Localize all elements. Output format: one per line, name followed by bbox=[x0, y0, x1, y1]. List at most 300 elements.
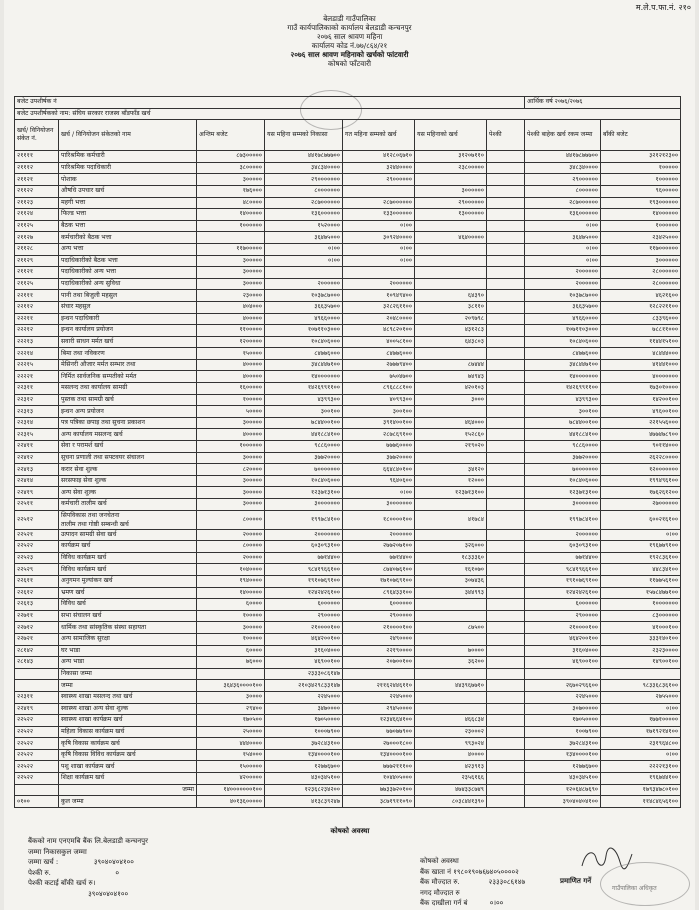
cell-code: २२२११ bbox=[15, 313, 59, 325]
cell-code: २२७२१ bbox=[15, 633, 59, 645]
cell-value: ३००००००० bbox=[265, 499, 343, 511]
cell-value bbox=[487, 726, 525, 738]
cell-value: २७०००१८०० bbox=[343, 738, 415, 750]
cell-value: ३००००० bbox=[197, 622, 265, 634]
cell-name: सरसफाइ सेवा शुल्क bbox=[59, 475, 197, 487]
cell-value: ३४८४४७१०० bbox=[525, 359, 601, 371]
cell-value: १८००००१०० bbox=[343, 510, 415, 529]
cell-value bbox=[343, 267, 415, 279]
cell-name: औषधि उपचार खर्च bbox=[59, 185, 197, 197]
cell-value bbox=[487, 151, 525, 163]
cell-value: १४९००१०० bbox=[601, 657, 681, 669]
cell-value: ७७७६०००० bbox=[343, 441, 415, 453]
stamp-text: गाउँपालिका अधिकृत bbox=[612, 885, 657, 892]
cell-value: ९८४१९६६१०० bbox=[525, 564, 601, 576]
cell-code: २११२१ bbox=[15, 267, 59, 279]
table-row bbox=[15, 633, 681, 645]
cell-value: ३७२८४३१०० bbox=[525, 738, 601, 750]
cell-value: १२३७१३१०० bbox=[265, 487, 343, 499]
cell-name: स्वास्थ्य शाखा अन्य सेवा शुल्क bbox=[59, 703, 197, 715]
cell-value: १४००००० bbox=[197, 587, 265, 599]
cell-value: १५४००० bbox=[197, 749, 265, 761]
cell-value: ३००००००० bbox=[525, 499, 601, 511]
cell-value: ०।०० bbox=[601, 749, 681, 761]
cell-value: ८०००००० bbox=[525, 185, 601, 197]
col-release-to-date: यस महिना सम्मको निकासा bbox=[265, 120, 343, 151]
subtotal-row-2: जम्मा १४०००००००१०० १२३६८२३४२०० ७७३३७२०१०० ४७४३३८७४९ १२०६४८७६९० १७९३४७८०१०० bbox=[15, 784, 681, 796]
cell-value: १४२००१०० bbox=[601, 394, 681, 406]
cell-value: ६०००० bbox=[197, 599, 265, 611]
text-line: कोषको अवस्था bbox=[420, 857, 459, 865]
cell-code: २२२१५ bbox=[15, 359, 59, 371]
cell-value: ४४१७८७७७०० bbox=[525, 151, 601, 163]
cell-value: ७८४४००१०० bbox=[265, 417, 343, 429]
cell-value: २२४५००० bbox=[525, 691, 601, 703]
cell-value: ६०००००० bbox=[343, 599, 415, 611]
header-line-2: गाउँ कार्यपालिकाको कार्यालय बेलडाडी कन्चनपुर bbox=[287, 23, 412, 32]
cell-value: २३०००२ bbox=[415, 726, 487, 738]
table-row bbox=[15, 541, 681, 553]
cell-value: १४०००००० bbox=[601, 209, 681, 221]
budget-subheading-name: बजेट उपशीर्षकको नाम: संघिय सरकार राजस्व बाँडफाँड खर्च bbox=[15, 108, 681, 120]
rows-group-3 bbox=[15, 691, 681, 784]
cell-value: ४००००० bbox=[197, 429, 265, 441]
cell-value bbox=[487, 325, 525, 337]
table-row bbox=[15, 599, 681, 611]
cell-value: १२७७६७०० bbox=[525, 761, 601, 773]
cell-value: १६१०७० bbox=[415, 564, 487, 576]
cell-code: २२२१४ bbox=[15, 348, 59, 360]
cell-value: ६०००००० bbox=[265, 599, 343, 611]
cell-value: ११४४१५१०० bbox=[601, 336, 681, 348]
cell-value bbox=[415, 452, 487, 464]
cell-value: ४९६००१०० bbox=[601, 406, 681, 418]
cell-value: ६४३९० bbox=[415, 290, 487, 302]
cell-value: ३००००० bbox=[197, 267, 265, 279]
cell-value: १०७११०३००० bbox=[265, 325, 343, 337]
table-row bbox=[15, 749, 681, 761]
cell-value bbox=[487, 232, 525, 244]
cell-value: ३१६०४००० bbox=[525, 645, 601, 657]
cell-value bbox=[487, 313, 525, 325]
cell-value bbox=[415, 267, 487, 279]
cell-value: २७७७९४०० bbox=[343, 359, 415, 371]
cell-value: १४००००० bbox=[197, 209, 265, 221]
cell-name: विविध कार्यक्रम खर्च bbox=[59, 552, 197, 564]
cell-value: ८२०००० bbox=[197, 464, 265, 476]
cell-code: २२३१२ bbox=[15, 394, 59, 406]
cell-value: ८७४०७६१०० bbox=[343, 564, 415, 576]
cell-value: ८७५०० bbox=[415, 622, 487, 634]
cell-value: २१९०२० bbox=[415, 441, 487, 453]
cell-code: २११२५ bbox=[15, 278, 59, 290]
cell-value: ४३१२८३ bbox=[415, 325, 487, 337]
cell-value bbox=[487, 599, 525, 611]
cell-code: २२४१२ bbox=[15, 452, 59, 464]
cell-value: ८९६८८८१०० bbox=[343, 383, 415, 395]
cell-value: २१००००१०० bbox=[343, 622, 415, 634]
cell-name: बिमा तथा नविकरण bbox=[59, 348, 197, 360]
cell-value bbox=[487, 290, 525, 302]
cell-value bbox=[487, 564, 525, 576]
cell-code: २२४१९ bbox=[15, 487, 59, 499]
cell-value: १५७८४७७१०० bbox=[601, 587, 681, 599]
cell-code: २२५२२ bbox=[15, 541, 59, 553]
cell-code: २११२३ bbox=[15, 197, 59, 209]
cell-value: ७४९४३ bbox=[415, 371, 487, 383]
cell-value: २००००० bbox=[197, 529, 265, 541]
cell-value bbox=[487, 645, 525, 657]
cell-value: १९३०००००० bbox=[601, 197, 681, 209]
cell-code: २२२१३ bbox=[15, 336, 59, 348]
cell-value: ३६६३५७०० bbox=[525, 301, 601, 313]
fund-status-title: कोषको अवस्था bbox=[330, 827, 370, 835]
cell-value: ८९६४३३१०० bbox=[343, 587, 415, 599]
cell-value: २०४८०००० bbox=[343, 313, 415, 325]
cell-value: ४६४२००१०० bbox=[265, 633, 343, 645]
cell-value: ३००००० bbox=[197, 278, 265, 290]
cell-value: २०७००१०० bbox=[343, 657, 415, 669]
table-row bbox=[15, 336, 681, 348]
table-row bbox=[15, 209, 681, 221]
cell-value bbox=[487, 348, 525, 360]
cell-value: १७३०१०००० bbox=[601, 383, 681, 395]
cell-value: ३०००० bbox=[197, 691, 265, 703]
cell-value: ८७४४४ bbox=[415, 359, 487, 371]
cell-value bbox=[487, 749, 525, 761]
cell-value: २३८००००० bbox=[415, 162, 487, 174]
table-row bbox=[15, 738, 681, 750]
cell-value: ३००००००० bbox=[343, 499, 415, 511]
cell-value: २०००००० bbox=[525, 267, 601, 279]
table-row bbox=[15, 162, 681, 174]
cell-value: ५०००० bbox=[197, 406, 265, 418]
cell-value bbox=[487, 220, 525, 232]
cell-value bbox=[487, 441, 525, 453]
table-row bbox=[15, 313, 681, 325]
cell-name: पानी तथा बिजुली महसुल bbox=[59, 290, 197, 302]
cell-name: विविध खर्च bbox=[59, 599, 197, 611]
rows-group-2 bbox=[15, 529, 681, 668]
cell-value: १००००००० bbox=[601, 599, 681, 611]
cell-code: २२५२२ bbox=[15, 761, 59, 773]
cell-value: ७७१४४०० bbox=[265, 552, 343, 564]
cell-value: २३१९६४८०० bbox=[601, 738, 681, 750]
cell-value: ०।०० bbox=[343, 243, 415, 255]
cell-value: ७८८११००० bbox=[601, 325, 681, 337]
cell-value: ४०९९३०० bbox=[343, 394, 415, 406]
cell-value: १००७९०० bbox=[525, 726, 601, 738]
cell-value: १३३०००००० bbox=[343, 209, 415, 221]
cell-code: २२४१३ bbox=[15, 464, 59, 476]
cell-value: २२१९०००० bbox=[343, 645, 415, 657]
cell-value: १००००० bbox=[197, 633, 265, 645]
cell-value: ४९६६०००० bbox=[525, 313, 601, 325]
cell-value: ४०४००० bbox=[197, 301, 265, 313]
text-line: नगद मौज्दात रु bbox=[420, 888, 460, 897]
col-balance: बाँकी बजेट bbox=[601, 120, 681, 151]
cell-value: ३८००००० bbox=[197, 162, 265, 174]
cell-value: ४६६८३४ bbox=[415, 715, 487, 727]
cell-value: १०४४०५००० bbox=[343, 773, 415, 785]
cell-code: २२११२ bbox=[15, 301, 59, 313]
cell-code: २२४११ bbox=[15, 441, 59, 453]
cell-value: १९६७४४१०० bbox=[601, 773, 681, 785]
cell-value: ३००१०० bbox=[265, 406, 343, 418]
cell-name: महिला विकास कार्यक्रम खर्च bbox=[59, 726, 197, 738]
cell-value: ०।०० bbox=[343, 487, 415, 499]
cell-code: २२५२२ bbox=[15, 726, 59, 738]
cell-value: २२२२१३१०० bbox=[601, 761, 681, 773]
cell-value bbox=[415, 529, 487, 541]
table-row bbox=[15, 715, 681, 727]
cell-value bbox=[487, 575, 525, 587]
cell-value: ३२१२१२३०० bbox=[601, 151, 681, 163]
col-name: खर्च / विनियोजन संकेतको नाम bbox=[59, 120, 197, 151]
cell-name: भ्रमण खर्च bbox=[59, 587, 197, 599]
cell-value: १५२०००० bbox=[265, 220, 343, 232]
table-row bbox=[15, 610, 681, 622]
table-row bbox=[15, 464, 681, 476]
cell-value: ४६४२००१०० bbox=[525, 633, 601, 645]
cell-value bbox=[487, 610, 525, 622]
cell-value bbox=[415, 174, 487, 186]
cell-name: अनुगमन मुल्यांकन खर्च bbox=[59, 575, 197, 587]
fiscal-year: आर्थिक वर्ष २०७६/२०७६ bbox=[525, 97, 681, 109]
cell-value: ३२६००० bbox=[415, 541, 487, 553]
col-advance: पेश्की bbox=[487, 120, 525, 151]
cell-value bbox=[487, 529, 525, 541]
cell-value bbox=[487, 394, 525, 406]
cell-value: ४३९९३०० bbox=[265, 394, 343, 406]
cell-value: १०००००० bbox=[197, 441, 265, 453]
cell-value: ४६४००००० bbox=[415, 232, 487, 244]
cell-value: २८७०००००० bbox=[525, 197, 601, 209]
header-line-5: २०७६ साल श्रावण महिनाको खर्चको फांटवारी bbox=[290, 50, 409, 59]
cell-code: २२५१२ bbox=[15, 510, 59, 529]
cell-value: ३०००००० bbox=[415, 185, 487, 197]
table-row bbox=[15, 703, 681, 715]
nikasa-release: २३३३०८६१४७ bbox=[265, 668, 343, 680]
cell-value: ३८११० bbox=[415, 301, 487, 313]
cell-value: १७०५०००० bbox=[265, 715, 343, 727]
cell-code: २२१११ bbox=[15, 290, 59, 302]
cell-value: ३२८२६११०० bbox=[343, 301, 415, 313]
table-row bbox=[15, 197, 681, 209]
cell-value: २८०००००० bbox=[601, 267, 681, 279]
cell-value: ४४१८८४१०० bbox=[265, 429, 343, 441]
cell-name: इन्धन कार्यालय प्रयोजन bbox=[59, 325, 197, 337]
cell-value: २९००००० bbox=[343, 610, 415, 622]
cell-name: पदाधिकारीको बैठक भत्ता bbox=[59, 255, 197, 267]
cell-value: ३४४९९३ bbox=[415, 587, 487, 599]
cell-value: ३००० bbox=[415, 394, 487, 406]
cell-value: ०।०० bbox=[343, 255, 415, 267]
cell-value: २०००००० bbox=[343, 529, 415, 541]
table-row bbox=[15, 406, 681, 418]
cell-name: पदाधिकारीको अन्य सुविधा bbox=[59, 278, 197, 290]
cell-value: २०००००० bbox=[265, 278, 343, 290]
cell-value: ३०७४३६ bbox=[415, 575, 487, 587]
cell-code: २२३१४ bbox=[15, 417, 59, 429]
table-row bbox=[15, 151, 681, 163]
table-row bbox=[15, 348, 681, 360]
cell-value: ३०००००० bbox=[601, 255, 681, 267]
table-row bbox=[15, 691, 681, 703]
table-row bbox=[15, 394, 681, 406]
cell-value: ९६००००० bbox=[601, 185, 681, 197]
cell-value bbox=[487, 499, 525, 511]
cell-value: १७०५०० bbox=[197, 715, 265, 727]
cell-value: १२३४६६४१०० bbox=[343, 715, 415, 727]
cell-value: ३०९२४०००० bbox=[343, 232, 415, 244]
cell-value bbox=[265, 267, 343, 279]
cell-value bbox=[415, 633, 487, 645]
table-row bbox=[15, 726, 681, 738]
cell-value bbox=[487, 197, 525, 209]
cell-value: ९६४०६०० bbox=[343, 475, 415, 487]
cell-value: १२३७१३१०० bbox=[415, 487, 487, 499]
cell-value: ०।०० bbox=[265, 255, 343, 267]
cell-value: ४३०३४५१०० bbox=[525, 773, 601, 785]
cell-value: ८३०००००० bbox=[601, 610, 681, 622]
text-line: ३९०४०४०४१०० bbox=[28, 889, 129, 898]
cell-value: ३६६३५७०० bbox=[265, 301, 343, 313]
cell-code: २२५११ bbox=[15, 499, 59, 511]
cell-name: मसलन्द तथा कार्यालय सामग्री bbox=[59, 383, 197, 395]
cell-value: १९९७८४१०० bbox=[525, 510, 601, 529]
table-row bbox=[15, 622, 681, 634]
cell-value: १२००००००० bbox=[601, 464, 681, 476]
cell-value bbox=[487, 541, 525, 553]
cell-value: २९००००० bbox=[525, 610, 601, 622]
cell-value: १४००००००० bbox=[525, 371, 601, 383]
cell-value: ०।०० bbox=[601, 703, 681, 715]
cell-name: पुस्तक तथा सामग्री खर्च bbox=[59, 394, 197, 406]
cell-value: ४८९८२०१०० bbox=[343, 325, 415, 337]
cell-name: सिपविकास तथा जनचेतना तालीम तथा गोष्ठी सम्बन्धी खर्च bbox=[59, 510, 197, 529]
cell-code: २२५२२ bbox=[15, 749, 59, 761]
cell-name: कार्यक्रम खर्च bbox=[59, 541, 197, 553]
cell-value: ४९६६०००० bbox=[265, 313, 343, 325]
header-block bbox=[0, 14, 699, 68]
cell-value: ४४८३४१०० bbox=[601, 564, 681, 576]
cell-name: सुचना प्रणाली तथा सफ्टवयर संचालन bbox=[59, 452, 197, 464]
cell-value: १७०५०००० bbox=[525, 715, 601, 727]
cell-name: सेवा र परामर्श खर्च bbox=[59, 441, 197, 453]
table-row bbox=[15, 174, 681, 186]
cell-value: ८४७७६००० bbox=[265, 348, 343, 360]
cell-value: १७६२६१२०० bbox=[601, 487, 681, 499]
cell-value bbox=[415, 691, 487, 703]
cell-name: पशु शाखा कार्यक्रम खर्च bbox=[59, 761, 197, 773]
cell-value: ६००२१६१०० bbox=[601, 510, 681, 529]
cell-value: १२००००० bbox=[197, 336, 265, 348]
cell-code: २८१४३ bbox=[15, 657, 59, 669]
table-row bbox=[15, 371, 681, 383]
cell-value: ३००००० bbox=[197, 475, 265, 487]
cell-code: २२४१९ bbox=[15, 703, 59, 715]
text-line: बैंकको नाम एनएमबि बैंक लि.बेलडाडी कन्चनपुर bbox=[28, 837, 148, 845]
cell-value: १३६०००००० bbox=[525, 209, 601, 221]
cell-value: २२१५५६००० bbox=[601, 417, 681, 429]
cell-value: १५२८६० bbox=[415, 429, 487, 441]
cell-value: १०००००० bbox=[601, 174, 681, 186]
cell-value: २७७२०७१०० bbox=[343, 541, 415, 553]
cell-name: पत्र पत्रिका छपाइ तथा सुचना प्रकाशन bbox=[59, 417, 197, 429]
cell-value: ३००००० bbox=[197, 417, 265, 429]
col-prev-expense: गत महिना सम्मको खर्च bbox=[343, 120, 415, 151]
cell-value: ८००००० bbox=[197, 510, 265, 529]
table-row bbox=[15, 290, 681, 302]
table-row bbox=[15, 657, 681, 669]
cell-value: १००००० bbox=[197, 610, 265, 622]
cell-value: १४२६९९११०० bbox=[265, 383, 343, 395]
cell-value: १७७१००००० bbox=[601, 715, 681, 727]
cell-value: १०४०००० bbox=[197, 564, 265, 576]
cell-value bbox=[487, 174, 525, 186]
table-row bbox=[15, 510, 681, 529]
cell-name: अन्य भत्ता bbox=[59, 243, 197, 255]
cell-value: ४००००० bbox=[197, 359, 265, 371]
cell-value: ४०००० bbox=[415, 749, 487, 761]
cell-value: १३४००००१०० bbox=[525, 749, 601, 761]
cell-code: २११२७ bbox=[15, 232, 59, 244]
cell-value bbox=[487, 464, 525, 476]
cell-value: १२३७१३१०० bbox=[525, 487, 601, 499]
cell-value bbox=[487, 209, 525, 221]
cell-value: १४२६९९११०० bbox=[525, 383, 601, 395]
cell-name: अन्य सामाजिक सुरक्षा bbox=[59, 633, 197, 645]
table-row bbox=[15, 359, 681, 371]
table-row bbox=[15, 552, 681, 564]
cell-code: २२२१२ bbox=[15, 325, 59, 337]
cell-value: ३००१०० bbox=[343, 406, 415, 418]
cell-value: ३४८३४०००० bbox=[525, 162, 601, 174]
cell-name: मेसिनरी औजार मर्मत सम्भार तथा bbox=[59, 359, 197, 371]
cell-value: ४७७४७८९०० bbox=[601, 429, 681, 441]
cell-value bbox=[487, 371, 525, 383]
table-row bbox=[15, 575, 681, 587]
header-line-6: कोषको फाँटवारी bbox=[328, 59, 371, 68]
table-row bbox=[15, 564, 681, 576]
table-row bbox=[15, 417, 681, 429]
cell-value bbox=[415, 599, 487, 611]
table-row bbox=[15, 325, 681, 337]
cell-value: १९६७७९१०० bbox=[601, 541, 681, 553]
cell-name: कृषि विकास विविध कार्यक्रम खर्च bbox=[59, 749, 197, 761]
cell-value bbox=[487, 162, 525, 174]
meta-row-2 bbox=[15, 108, 681, 120]
text-line: पेश्की रु. ० bbox=[28, 868, 120, 877]
cell-value: १३४००००१०० bbox=[265, 749, 343, 761]
cell-value: ०।०० bbox=[525, 220, 601, 232]
cell-name: सभा संचालन खर्च bbox=[59, 610, 197, 622]
cell-value: १०८४०६००० bbox=[265, 475, 343, 487]
cell-value: २०००००० bbox=[525, 529, 601, 541]
cell-value: ८४७७६००० bbox=[343, 348, 415, 360]
cell-value bbox=[487, 429, 525, 441]
cell-value: ४८४४४००० bbox=[601, 348, 681, 360]
table-row bbox=[15, 529, 681, 541]
cell-value: ०।०० bbox=[601, 529, 681, 541]
cell-value bbox=[487, 383, 525, 395]
cell-value: २९४०० bbox=[197, 703, 265, 715]
cell-value: १२००० bbox=[415, 475, 487, 487]
cell-value: १२७७६७०० bbox=[265, 761, 343, 773]
cell-value: ११७००००० bbox=[197, 243, 265, 255]
cell-value: २२४५००० bbox=[343, 691, 415, 703]
